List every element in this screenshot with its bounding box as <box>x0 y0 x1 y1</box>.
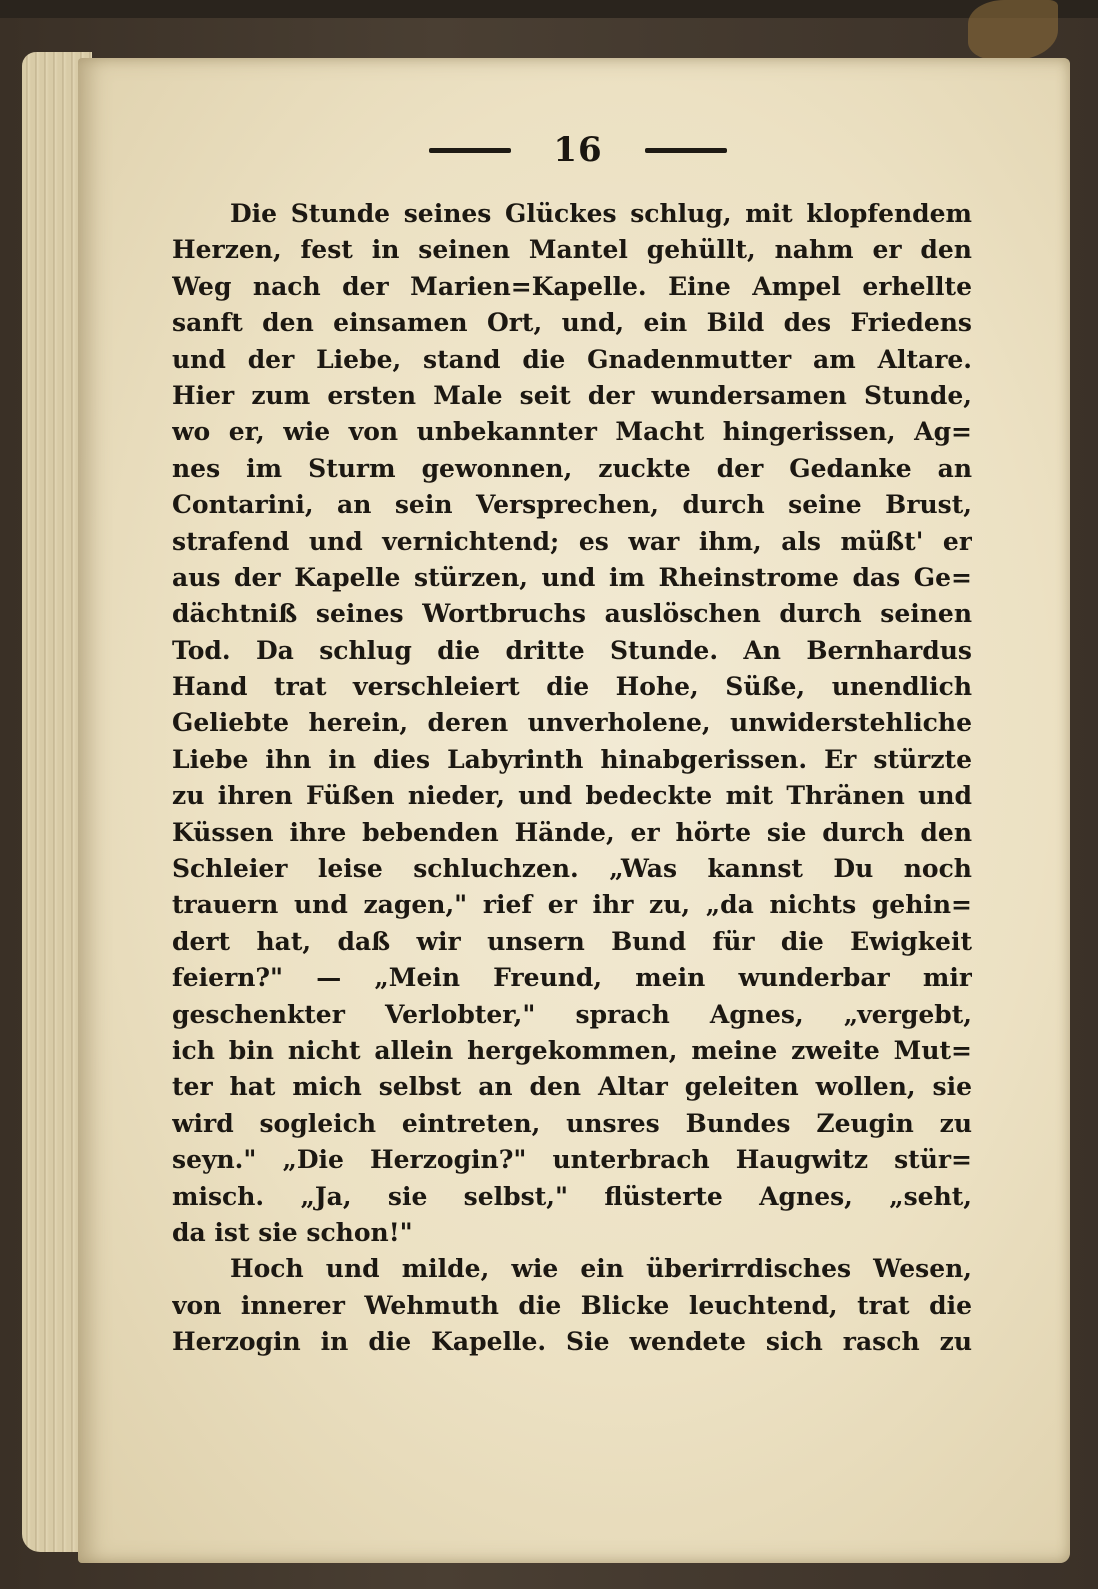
text-line: feiern?" — „Mein Freund, mein wunderbar mir <box>172 963 972 993</box>
text-line: ter hat mich selbst an den Altar geleiten wollen, sie <box>172 1072 972 1102</box>
text-line: trauern und zagen," rief er ihr zu, „da nichts gehin= <box>172 890 972 920</box>
text-line: wird sogleich eintreten, unsres Bundes Zeugin zu <box>172 1108 972 1138</box>
text-line: zu ihren Füßen nieder, und bedeckte mit Thränen und <box>172 781 972 811</box>
header-rule-left <box>429 148 511 153</box>
text-line: geschenkter Verlobter," sprach Agnes, „vergebt, <box>172 999 972 1029</box>
text-line: Hier zum ersten Male seit der wundersamen Stunde, <box>172 380 972 410</box>
text-line: aus der Kapelle stürzen, und im Rheinstrome das Ge= <box>172 562 972 592</box>
text-line: Herzogin in die Kapelle. Sie wendete sich rasch zu <box>172 1327 972 1357</box>
text-line: von innerer Wehmuth die Blicke leuchtend, trat die <box>172 1290 972 1320</box>
text-line: Hoch und milde, wie ein überirrdisches Wesen, <box>230 1254 972 1284</box>
book-page <box>78 58 1070 1563</box>
body-text <box>172 196 972 1361</box>
text-line: sanft den einsamen Ort, und, ein Bild des Friedens <box>172 308 972 338</box>
text-line: ich bin nicht allein hergekommen, meine zweite Mut= <box>172 1035 972 1065</box>
page-number: 16 <box>553 130 603 170</box>
text-line: und der Liebe, stand die Gnadenmutter am Altare. <box>172 344 972 374</box>
text-line: misch. „Ja, sie selbst," flüsterte Agnes, „seht, <box>172 1181 972 1211</box>
text-line: Herzen, fest in seinen Mantel gehüllt, nahm er den <box>172 235 972 265</box>
text-line: dert hat, daß wir unsern Bund für die Ewigkeit <box>172 926 972 956</box>
text-line: Liebe ihn in dies Labyrinth hinabgerissen. Er stürzte <box>172 744 972 774</box>
text-line: Tod. Da schlug die dritte Stunde. An Bernhardus <box>172 635 972 665</box>
text-line: Hand trat verschleiert die Hohe, Süße, unendlich <box>172 672 972 702</box>
torn-cover-corner <box>968 0 1058 60</box>
text-line: dächtniß seines Wortbruchs auslöschen durch seinen <box>172 599 972 629</box>
page-header <box>78 130 1078 170</box>
text-line: Contarini, an sein Versprechen, durch seine Brust, <box>172 490 972 520</box>
text-line: strafend und vernichtend; es war ihm, als müßt' er <box>172 526 972 556</box>
header-rule-right <box>645 148 727 153</box>
text-line: Die Stunde seines Glückes schlug, mit klopfendem <box>230 199 972 228</box>
text-line: Geliebte herein, deren unverholene, unwiderstehliche <box>172 708 972 738</box>
text-line: seyn." „Die Herzogin?" unterbrach Haugwitz stür= <box>172 1145 972 1175</box>
text-line: nes im Sturm gewonnen, zuckte der Gedanke an <box>172 453 972 483</box>
text-line: wo er, wie von unbekannter Macht hingerissen, Ag= <box>172 417 972 447</box>
text-line: Küssen ihre bebenden Hände, er hörte sie durch den <box>172 817 972 847</box>
text-line: Schleier leise schluchzen. „Was kannst Du noch <box>172 854 972 884</box>
text-line: Weg nach der Marien=Kapelle. Eine Ampel erhellte <box>172 271 972 301</box>
text-line: da ist sie schon!" <box>172 1217 413 1247</box>
